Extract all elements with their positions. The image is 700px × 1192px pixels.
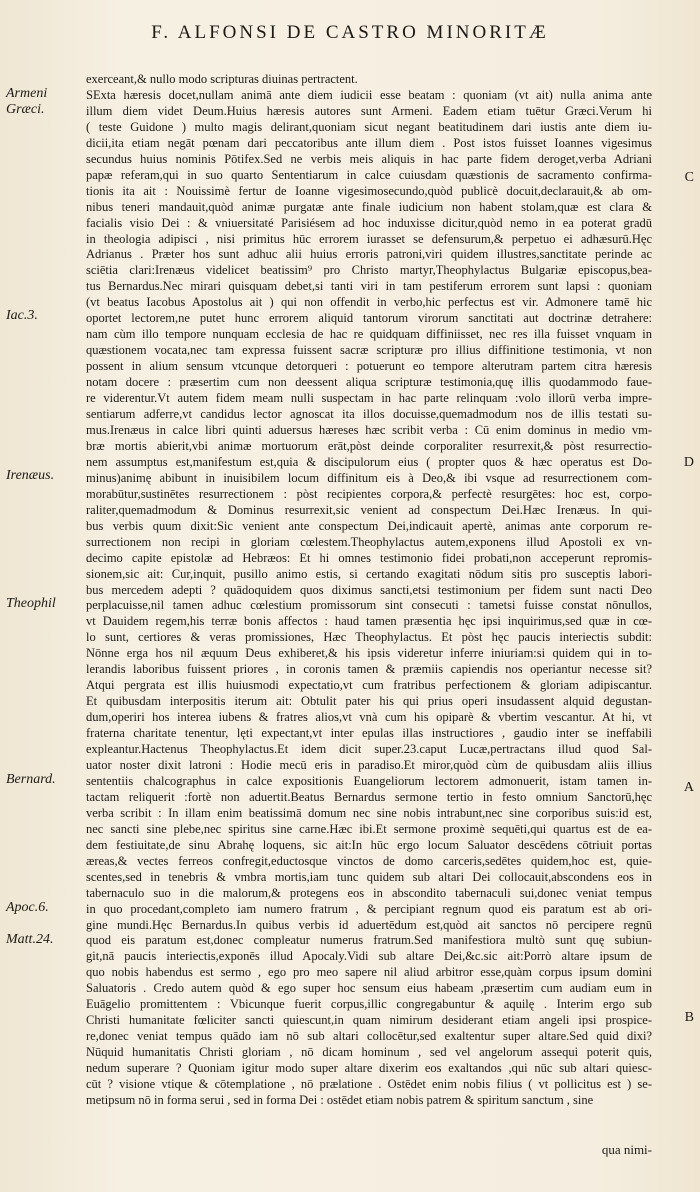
- text-line: dicii,ita etiam negāt pœnam dari peccatoribus ante illum diem . Post istos fuisset Ioannes vigesimus: [86, 135, 652, 150]
- text-line: sciētia clari:Irenæus videlicet beatissim⁹ pro Christo martyr,Theophylactus Bulgariæ episcopus,bea-: [86, 263, 652, 278]
- text-line: notam docere : præsertim cum non deessent aliqua scripturæ testimonia,quę illis quodammodo faue-: [86, 375, 652, 390]
- text-line: oportet lectorem,ne putet hunc errorem aliquid tantorum virorum sanctitati aut doctrinæ detrahere:: [86, 311, 652, 326]
- margin-note: Armeni: [6, 86, 48, 101]
- text-line: tionis ita ait : Nouissimè fertur de Ioanne vigesimosecundo,quòd publicè docuit,declarauit,& ab om-: [86, 183, 652, 198]
- margin-note: Irenæus.: [6, 468, 55, 483]
- text-line: ( teste Guidone ) multo magis delirant,quoniam sicut negant beatitudinem dari iustis ante diem iu-: [86, 119, 652, 134]
- text-line: in quo procedant,completo iam numero fratrum , & percipiant regnum quod eis paratum est ab ori-: [86, 901, 652, 916]
- text-line: quod eis paratum est,donec compleatur numerus fratrum.Sed manifestiora multò sunt quę subiun-: [86, 933, 652, 948]
- text-line: papæ referam,qui in suo quarto Sententiarum in calce cuiusdam quæstionis de sacramento confirma-: [86, 167, 652, 182]
- text-line: illum diem videt Deum.Huius hæresis autores sunt Armeni. Eadem etiam tuētur Græci.Verum hi: [86, 103, 652, 118]
- text-line: Saluatoris . Credo autem quòd & ego super hoc sensum eius habeam ,præsertim cum audiam eum in: [86, 981, 652, 996]
- text-line: bus verbis quum dixit:Sic venient ante conspectum Dei,indicauit apertè, animas ante corporum re-: [86, 518, 652, 533]
- text-line: tactam reliquerit :fortè non aduertit.Beatus Bernardus sermone tertio in festo omnium Sanctorū,hęc: [86, 789, 652, 804]
- text-line: nedum superare ? Quoniam igitur modo super altare dixerim eos exaltandos ,qui nūc sub altari quiesc-: [86, 1061, 652, 1076]
- margin-note: Bernard.: [6, 772, 56, 787]
- text-line: quo nobis habendus est sermo , ego pro meo sapere nil aliud arbitror esse,quàm corpus ipsum domini: [86, 965, 652, 980]
- text-line: sententiis chalcographus in calce expositionis Euangeliorum lectorem admonuerit, istam tamen in-: [86, 773, 652, 788]
- text-line: tus Bernardus.Nec mirari quisquam debet,si tanti viri in tam pestiferum errorem sunt lapsi : quoniam: [86, 279, 652, 294]
- section-letter: C: [684, 170, 694, 185]
- text-line: nec sancti sine plebe,nec spiritus sine carne.Hæc ibi.Et sermone proximè sequēti,qui quartus est de ea-: [86, 821, 652, 836]
- text-line: Atqui pergrata est illis huiusmodi expectatio,vt cum fratribus perfectionem & gloriam adipiscantur.: [86, 678, 652, 693]
- text-line: re viderentur.Vt autem fidem meam nulli suspectam in hac parte relinquam :volo illorū verba impre-: [86, 391, 652, 406]
- text-line: bus mercedem adepti ? quādoquidem quos diximus sancti,etsi testimonium per fidem sunt nacti Deo: [86, 582, 652, 597]
- text-line: nam cùm illo tempore nunquam ecclesia de hac re quidquam diffiniisset, nec res illa fuisset vnquam in: [86, 327, 652, 342]
- text-line: æreas,& vectes ferreos confregit,eductosque vinctos de domo carceris,sedētes quidem,hoc est, quie-: [86, 853, 652, 868]
- text-line: in theologia adipisci , nisi primitus hūc errorem iurasset se defensurum,& perpetuo ei adhæsurū.Hęc: [86, 231, 652, 246]
- section-letter: A: [683, 780, 694, 795]
- text-line: bræ mortis abierit,vbi animæ mortuorum erāt,pòst deinde corporaliter resurrexit,& pòst resurrectio-: [86, 438, 652, 453]
- text-line: fraterna charitate tenentur, lęti expectant,vt inter epulas illas instructiores , gaudio inter se ineffabili: [86, 726, 652, 741]
- text-line: morabūtur,sustinētes resurrectionem : pòst recipientes corpora,& perfectè resurgētes: hoc est, corpo-: [86, 486, 652, 501]
- text-line: Adrianus . Præter hos sunt adhuc alii huius erroris patroni,viri quidem illustres,sanctitate perinde ac: [86, 247, 652, 262]
- text-line: tabernaculo suo in die malorum,& protegens eos in abscondito tabernaculi sui,donec veniat tempus: [86, 885, 652, 900]
- text-line: scentes,sed in tenebris & vmbra mortis,iam tunc quidem sub altari Dei collocauit,abscondens eos in: [86, 869, 652, 884]
- text-line: sentiarum adferre,vt candidus lector agnoscat ita illos docuisse,quemadmodum nos de illis testati su-: [86, 407, 652, 422]
- text-line: gine mundi.Hęc Bernardus.In quibus verbis id aduertēdum est,quòd ait sanctos nō percipere regnū: [86, 917, 652, 932]
- margin-note: Apoc.6.: [6, 900, 49, 915]
- text-line: dem festiuitate,de sinu Abrahę loquens, sic ait:In hūc ergo locum Saluator descēdens cōtriuit portas: [86, 837, 652, 852]
- catchword: qua nimi-: [601, 1142, 652, 1157]
- text-line: secundus huius nominis Pōtifex.Sed ne verbis meis aliquis in hac parte fidem deroget,verba Adriani: [86, 151, 652, 166]
- text-line: (vt beatus Iacobus Apostolus ait ) qui non offendit in verbo,hic perfectus est vir. Admonere tamē hic: [86, 295, 652, 310]
- text-line: lerandis laboribus fuissent priores , in coronis tamen & præmiis capiendis nos operiantur necesse sit?: [86, 662, 652, 677]
- text-line: quæstionem vocata,nec tam expressa fuissent sacræ scripturæ pro illius diffinitione testimonia, vt non: [86, 343, 652, 358]
- text-line: possent in alium sensum vtcunque detorqueri : potuerunt eo tempore alterutram partem citra hæresis: [86, 359, 652, 374]
- text-line: Et quibusdam interpositis iterum ait: Obtulit pater his qui prius operi insudassent alquid degustan-: [86, 694, 652, 709]
- text-line: minus)animę abibunt in inuisibilem locum diffinitum eis à Deo,& ibi vsque ad resurrectionem com-: [86, 470, 652, 485]
- text-line: dum,operiri hos interea iubens & fratres alios,vt vnà cum his opiparè & vbertim vescantur. At hi, vt: [86, 710, 652, 725]
- text-line: lo sunt, certiores & veras promissiones, Hæc Theophylactus. Et pòst hęc paucis interiectis subdit:: [86, 630, 652, 645]
- text-line: Christi humanitate fœliciter sancti quiescunt,in quam nimirum desiderant etiam angeli ipsi prospice-: [86, 1013, 652, 1028]
- section-letter: D: [683, 455, 694, 470]
- running-head: F. ALFONSI DE CASTRO MINORITÆ: [151, 22, 549, 43]
- text-line: re,donec veniat tempus quādo iam nō sub altari collocētur,sed exaltentur super altare.Sed quid dixi?: [86, 1029, 652, 1044]
- text-line: SExta hæresis docet,nullam animā ante diem iudicii esse beatam : quoniam (vt ait) nulla anima ante: [86, 87, 652, 102]
- section-letter: B: [684, 1010, 694, 1025]
- text-line: verba scribit : In illam enim beatissimā domum nec sine nobis intrabunt,nec sine corporibus suis:id est,: [86, 805, 652, 820]
- text-line: exerceant,& nullo modo scripturas diuinas pertractent.: [86, 72, 358, 86]
- text-line: nibus teneri mandauit,quòd animæ purgatæ ante finale iudicium non habent stolam,quæ est clara &: [86, 199, 652, 214]
- margin-note: Iac.3.: [6, 308, 38, 323]
- text-line: raliter,quemadmodum & Dominus resurrexit,sic venient ad conspectum Dei.Hæc Irenæus. In qui-: [86, 502, 652, 517]
- text-line: facialis visio Dei : & vniuersitaté Parisiésem ad hoc induxisse dicitur,quòd nemo in ea poterat gradū: [86, 215, 652, 230]
- body-text: [86, 72, 652, 1109]
- text-line: cūt ? visione vtique & cōtemplatione , nō prælatione . Ostēdet enim nobis filius ( vt pollicitus est ) se-: [86, 1077, 652, 1092]
- text-line: expleantur.Hactenus Theophylactus.Et idem dicit super.23.caput Lucæ,pertractans illud quod Sal-: [86, 742, 652, 757]
- text-line: surrectionem non recipi in gloriam cœlestem.Theophylactus autem,exponens illud Apostoli ex vn-: [86, 534, 652, 549]
- text-line: sionem,sic ait: Cur,inquit, pusillo animo estis, si certando exagitati nōdum sitis pro susceptis labori-: [86, 566, 652, 581]
- text-line: decimo capite epistolæ ad Hebræos: Et hi omnes testimonio fidei probati,non acceperunt repromis-: [86, 550, 652, 565]
- margin-note: Theophil: [6, 596, 56, 611]
- margin-note: Matt.24.: [6, 932, 54, 947]
- text-line: metipsum nō in forma serui , sed in forma Dei : ostēdet etiam nobis patrem & spiritum sanctum , sine: [86, 1093, 594, 1107]
- text-line: uator noster dixit latroni : Hodie mecū eris in paradiso.Et miror,quòd cùm de quibusdam aliis illius: [86, 757, 652, 772]
- text-line: vt Dauidem regem,his terræ bonis affectos : haud tamen præsentia hęc ipsi inquirimus,sed quæ in cœ-: [86, 614, 652, 629]
- text-line: nem assumptus est,manifestum est,quia & discipulorum eius ( propter quos & hæc operatus est Do-: [86, 454, 652, 469]
- text-line: perplacuisse,nil tamen adhuc cœlestium promissorum sint consecuti : tametsi fuisse constat nōnullos,: [86, 598, 652, 613]
- margin-note: Græci.: [6, 102, 45, 117]
- text-line: mus.Irenæus in calce libri quinti aduersus hæreses hæc scribit verba : Cū enim dominus in medio vm-: [86, 422, 652, 437]
- text-line: Euāgelio promittentem : Vbicunque fuerit corpus,illic congregabuntur & aquilę . Interim ergo sub: [86, 997, 652, 1012]
- text-line: Nūquid humanitatis Christi gloriam , nō dicam hominum , sed vel angelorum assequi poterit quis,: [86, 1045, 652, 1060]
- text-line: Nōnne erga hos nil æquum Deus exhiberet,& his ipsis videretur inferre iniuriam:si quidem qui in to-: [86, 646, 652, 661]
- text-line: git,nā paucis interiectis,exponēs illud Apocaly.Vidi sub altare Dei,&c.sic ait:Porrò altare ipsum de: [86, 949, 652, 964]
